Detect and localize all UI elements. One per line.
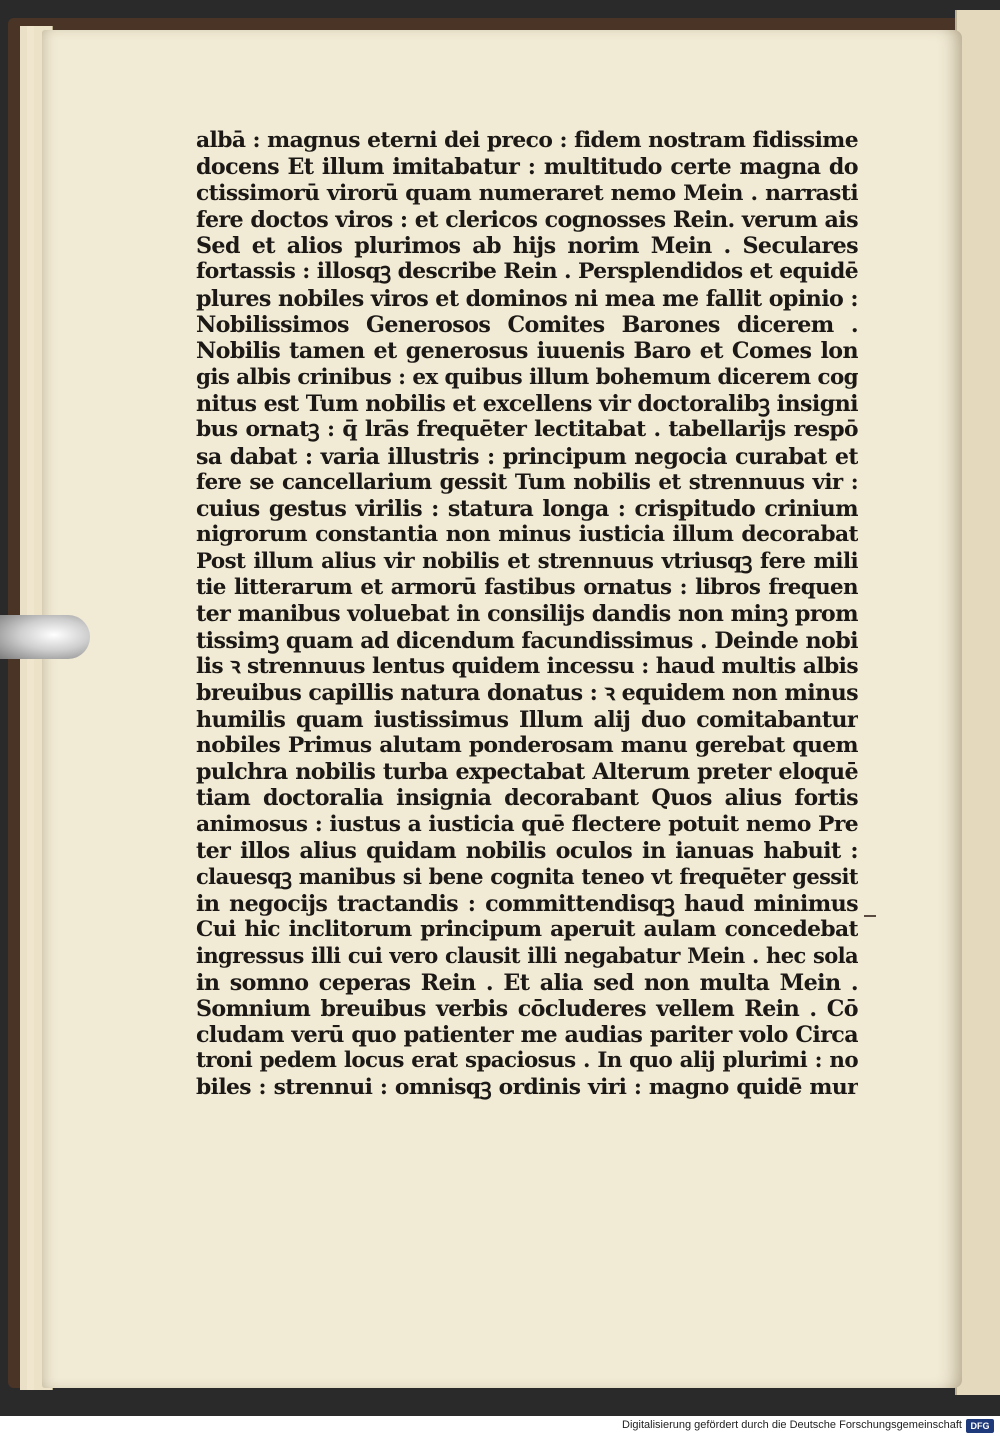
text-line: cludam verū quo patienter me audias pariter volo Circa	[196, 1022, 858, 1049]
text-line: nobiles Primus alutam ponderosam manu gerebat quem	[196, 732, 858, 758]
text-line: albā : magnus eterni dei preco : fidem nostram fidissime	[196, 128, 858, 153]
text-line: humilis quam iustissimus Illum alij duo comitabantur	[196, 706, 858, 733]
text-line: bus ornatꝫ : q̄ lrās frequēter lectitabat . tabellarijs respō	[196, 417, 858, 443]
dfg-logo: DFG	[966, 1419, 994, 1433]
text-line: biles : strennui : omnisqꝫ ordinis viri : magno quidē mur	[196, 1074, 858, 1100]
text-line: Sed et alios plurimos ab hijs norim Mein . Seculares	[196, 233, 858, 260]
text-line: fere se cancellarium gessit Tum nobilis et strennuus vir :	[196, 469, 858, 495]
text-line: ter illos alius quidam nobilis oculos in ianuas habuit :	[196, 838, 858, 865]
page-text	[196, 128, 858, 1101]
text-line: Nobilis tamen et generosus iuuenis Baro et Comes lon	[196, 338, 858, 365]
text-line: fere doctos viros : et clericos cognosses Rein. verum ais	[196, 206, 858, 233]
text-line: ingressus illi cui vero clausit illi negabatur Mein . hec sola	[196, 943, 858, 969]
funding-credit: Digitalisierung gefördert durch die Deutsche Forschungsgemeinschaft	[622, 1419, 962, 1431]
text-line: breuibus capillis natura donatus : ꝛ equidem non minus	[196, 680, 858, 707]
text-line: pulchra nobilis turba expectabat Alterum preter eloquē	[196, 759, 858, 786]
text-line: plures nobiles viros et dominos ni mea me fallit opinio :	[196, 285, 858, 312]
text-line: in somno ceperas Rein . Et alia sed non multa Mein .	[196, 969, 858, 996]
text-line: ctissimorū virorū quam numeraret nemo Mein . narrasti	[196, 180, 858, 206]
text-line: cuius gestus virilis : statura longa : crispitudo crinium	[196, 496, 858, 523]
text-line: fortassis : illosqꝫ describe Rein . Persplendidos et equidē	[196, 259, 858, 285]
text-line: Cui hic inclitorum principum aperuit aulam concedebat	[196, 916, 858, 942]
text-line: gis albis crinibus : ex quibus illum bohemum dicerem cog	[196, 364, 858, 390]
text-line: ter manibus voluebat in consilijs dandis non minꝫ prom	[196, 601, 858, 628]
text-line: troni pedem locus erat spaciosus . In quo alij plurimi : no	[196, 1048, 858, 1074]
text-line: nigrorum constantia non minus iusticia illum decorabat	[196, 522, 858, 548]
text-line: nitus est Tum nobilis et excellens vir doctoralibꝫ insigni	[196, 390, 858, 417]
text-line: Post illum alius vir nobilis et strennuus vtriusqꝫ fere mili	[196, 548, 858, 574]
text-line: tiam doctoralia insignia decorabant Quos alius fortis	[196, 785, 858, 812]
text-line: in negocijs tractandis : committendisqꝫ haud minimus	[196, 890, 858, 917]
page-holder-clip	[0, 615, 90, 659]
text-line: sa dabat : varia illustris : principum negocia curabat et	[196, 443, 858, 470]
footer-bar	[0, 1416, 1000, 1436]
text-line: docens Et illum imitabatur : multitudo certe magna do	[196, 154, 858, 181]
text-line: lis ꝛ strennuus lentus quidem incessu : haud multis albis	[196, 653, 858, 679]
text-line: Somnium breuibus verbis cōcluderes vellem Rein . Cō	[196, 995, 858, 1022]
text-line: Nobilissimos Generosos Comites Barones dicerem .	[196, 312, 858, 339]
text-line: clauesqꝫ manibus si bene cognita teneo vt frequēter gessit	[196, 864, 858, 890]
text-line: animosus : iustus a iusticia quē flectere potuit nemo Pre	[196, 811, 858, 837]
margin-mark	[864, 915, 876, 917]
text-line: tie litterarum et armorū fastibus ornatus : libros frequen	[196, 575, 858, 601]
text-line: tissimꝫ quam ad dicendum facundissimus . Deinde nobi	[196, 627, 858, 654]
